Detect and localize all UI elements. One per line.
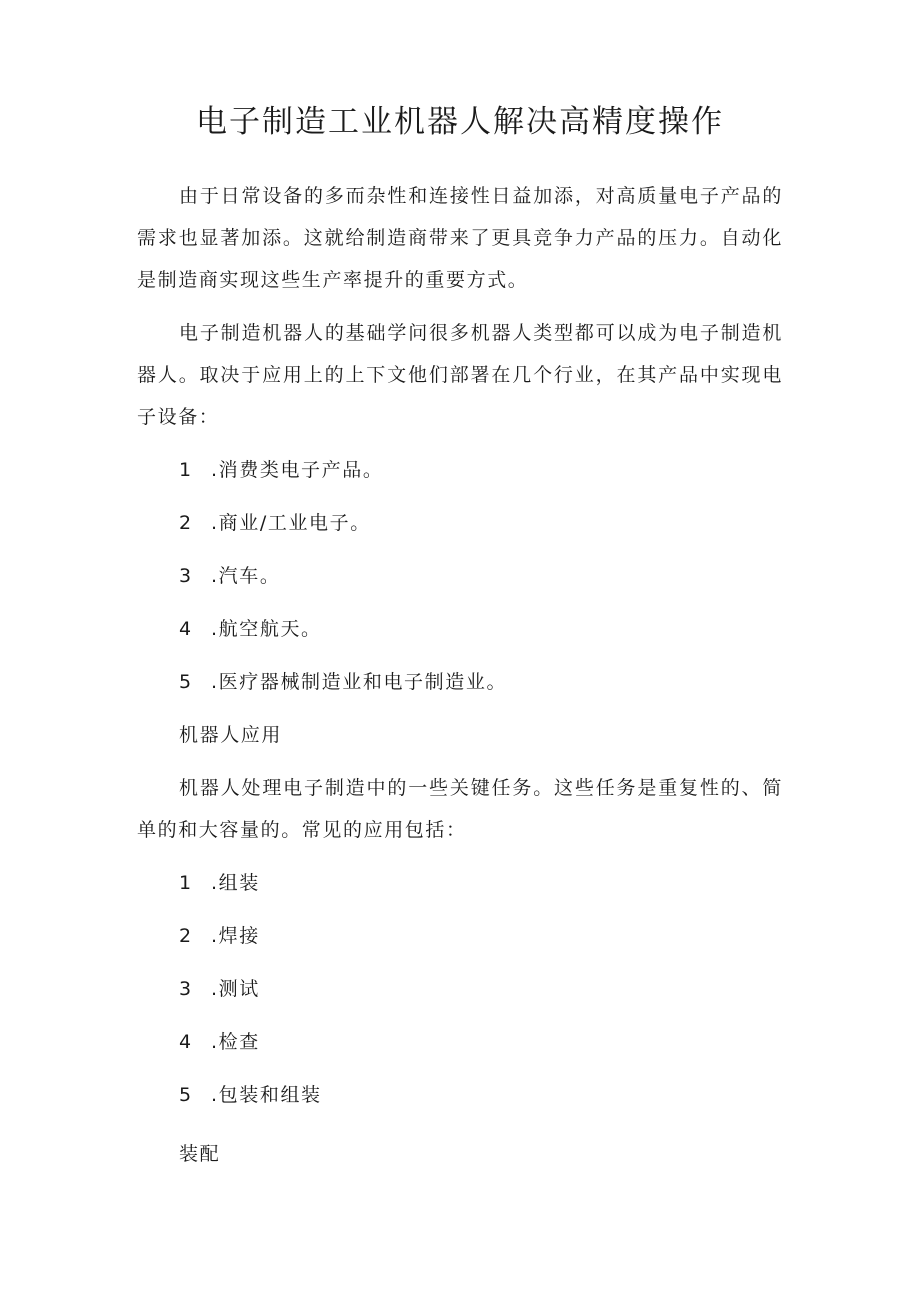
list-number: 3	[179, 565, 193, 587]
list-number: 4	[179, 618, 193, 640]
list-number: 2	[179, 512, 193, 534]
document-title: 电子制造工业机器人解决高精度操作	[196, 104, 724, 140]
list-text: .商业/工业电子。	[211, 512, 371, 534]
list-text: .检查	[211, 1031, 260, 1053]
list-number: 1	[179, 459, 193, 481]
list-text: .组装	[211, 872, 260, 894]
applications-heading: 机器人应用	[179, 724, 283, 746]
list-text: .汽车。	[211, 565, 281, 587]
list-text: .包装和组装	[211, 1084, 322, 1106]
list-text: .测试	[211, 978, 260, 1000]
intro-paragraph: 由于日常设备的多而杂性和连接性日益加添，对高质量电子产品的需求也显著加添。这就给制造商带来了更具竞争力产品的压力。自动化是制造商实现这些生产率提升的重要方式。	[137, 185, 783, 291]
industry-list-item	[179, 560, 280, 592]
application-list-item	[179, 867, 260, 899]
industry-list-item	[179, 613, 322, 645]
industry-list-item	[179, 454, 383, 486]
industry-list-item	[179, 666, 507, 698]
basics-paragraph: 电子制造机器人的基础学问很多机器人类型都可以成为电子制造机器人。取决于应用上的上下文他们部署在几个行业，在其产品中实现电子设备：	[137, 322, 783, 428]
industry-list-item	[179, 507, 371, 539]
application-list-item	[179, 1079, 322, 1111]
list-number: 5	[179, 1084, 193, 1106]
list-text: .消费类电子产品。	[211, 459, 384, 481]
list-number: 1	[179, 872, 193, 894]
list-text: .医疗器械制造业和电子制造业。	[211, 671, 508, 693]
list-number: 4	[179, 1031, 193, 1053]
list-number: 5	[179, 671, 193, 693]
application-list-item	[179, 1026, 260, 1058]
list-text: .焊接	[211, 925, 260, 947]
applications-paragraph: 机器人处理电子制造中的一些关键任务。这些任务是重复性的、简单的和大容量的。常见的应用包括：	[137, 777, 783, 841]
list-text: .航空航天。	[211, 618, 322, 640]
application-list-item	[179, 973, 260, 1005]
list-number: 2	[179, 925, 193, 947]
application-list-item	[179, 920, 260, 952]
assembly-heading: 装配	[179, 1143, 221, 1165]
list-number: 3	[179, 978, 193, 1000]
